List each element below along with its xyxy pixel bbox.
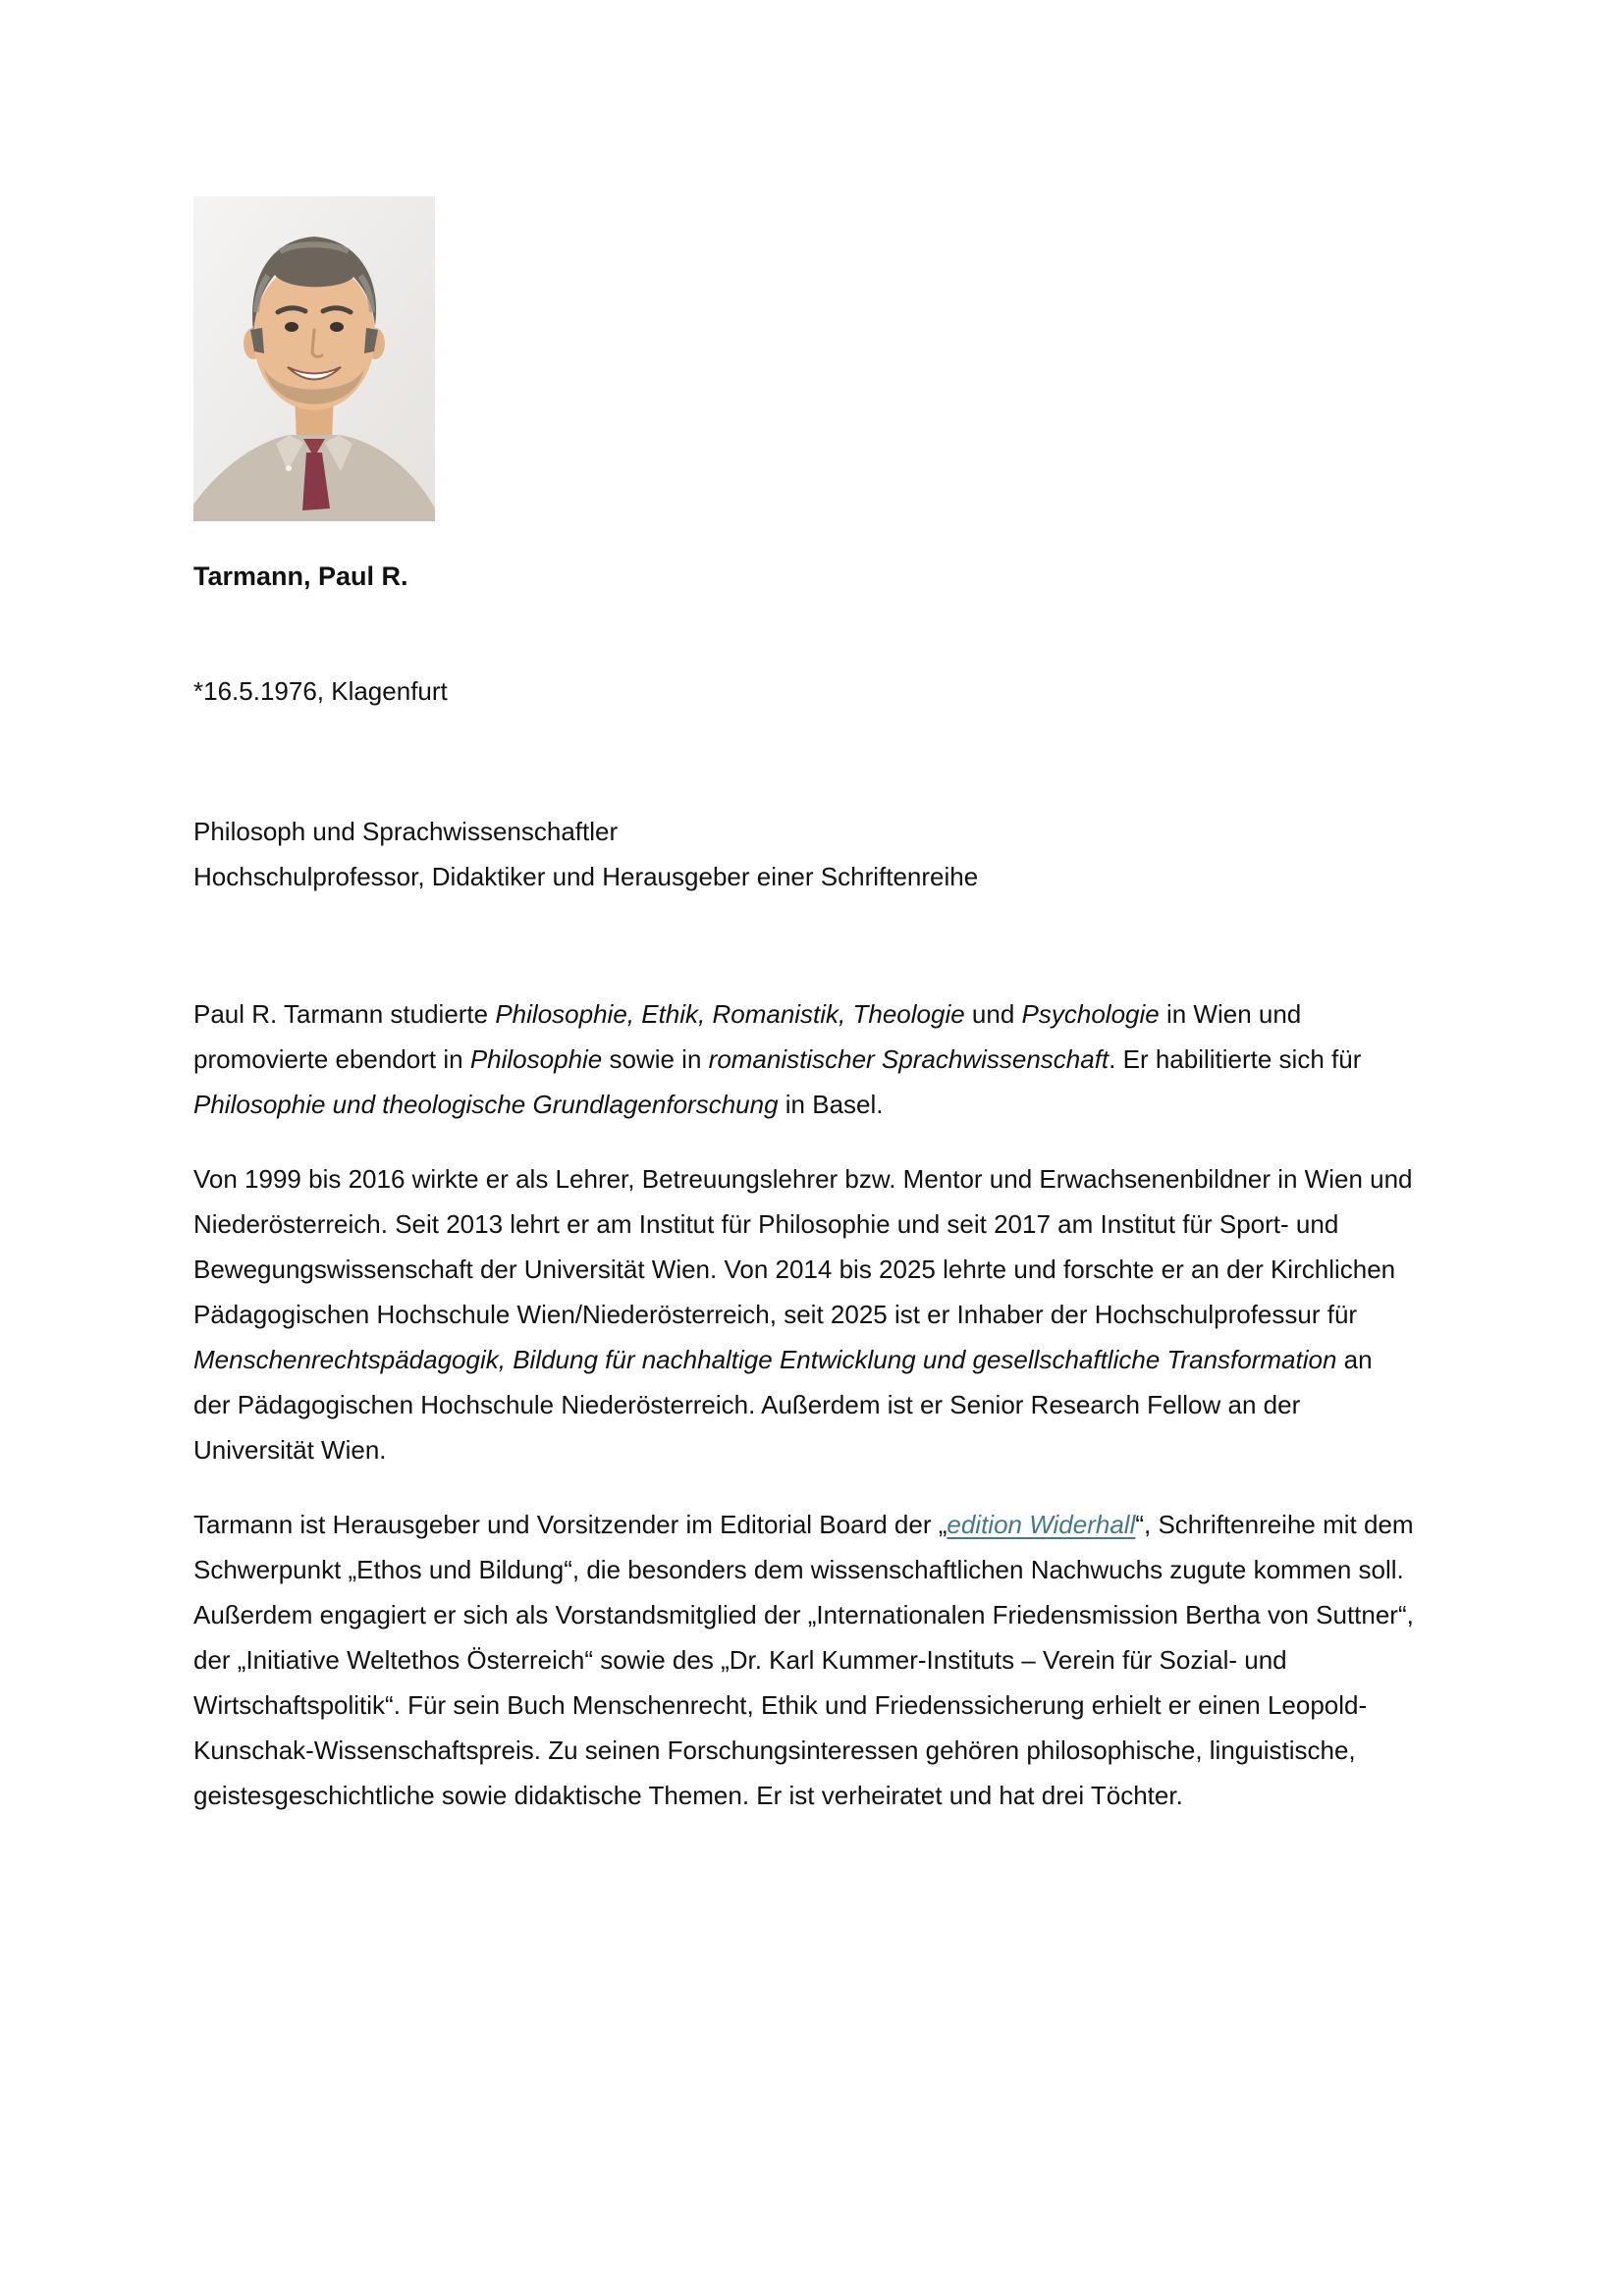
text-run: sowie in <box>602 1044 709 1074</box>
text-run: Menschenrechtspädagogik, Bildung für nachhaltige Entwicklung und gesellschaftliche Transformation <box>193 1345 1337 1374</box>
profession-line-2: Hochschulprofessor, Didaktiker und Herausgeber einer Schriftenreihe <box>193 862 979 891</box>
birth-info: *16.5.1976, Klagenfurt <box>193 676 448 706</box>
biography-section <box>193 991 1414 1818</box>
bio-paragraph-1 <box>193 991 1414 1127</box>
text-run: an der Pädagogischen Hochschule Niederösterreich. Außerdem ist er Senior Research Fellow an der Universität Wien. <box>193 1345 1373 1465</box>
text-run: Philosophie und theologische Grundlagenforschung <box>193 1090 779 1119</box>
text-run: Philosophie <box>469 1044 603 1074</box>
text-run: Paul R. Tarmann studierte <box>193 999 496 1029</box>
text-run: in Wien und promovierte ebendort in <box>193 999 1302 1074</box>
text-run: in Basel. <box>778 1090 884 1119</box>
text-run: “, Schriftenreihe mit dem Schwerpunkt „Ethos und Bildung“, die besonders dem wissenschaftlichen Nachwuchs zugute kommen soll. Außerdem engagiert er sich als Vorstandsmitglied der „Internationalen Friedensmission Bertha von Suttner“, der „Initiative Weltethos Österreich“ sowie des „Dr. Karl Kummer-Instituts – Verein für Sozial- und Wirtschaftspolitik“. Für sein Buch Menschenrecht, Ethik und Friedenssicherung erhielt er einen Leopold-Kunschak-Wissenschaftspreis. Zu seinen Forschungsinteressen gehören philosophische, linguistische, geistesgeschichtliche sowie didaktische Themen. Er ist verheiratet und hat drei Töchter. <box>193 1510 1414 1810</box>
text-run: Von 1999 bis 2016 wirkte er als Lehrer, Betreuungslehrer bzw. Mentor und Erwachsenenbildner in Wien und Niederösterreich. Seit 2013 lehrt er am Institut für Philosophie und seit 2017 am Institut für Sport- und Bewegungswissenschaft der Universität Wien. Von 2014 bis 2025 lehrte und forschte er an der Kirchlichen Pädagogischen Hochschule Wien/Niederösterreich, seit 2025 ist er Inhaber der Hochschulprofessur für <box>193 1164 1413 1329</box>
text-run: Philosophie, Ethik, Romanistik, Theologie <box>495 999 965 1029</box>
text-run: Psychologie <box>1021 999 1160 1029</box>
profession-description <box>193 809 1414 899</box>
bio-paragraph-3 <box>193 1502 1414 1818</box>
person-name: Tarmann, Paul R. <box>193 561 408 591</box>
profession-line-1: Philosoph und Sprachwissenschaftler <box>193 817 619 846</box>
text-run: und <box>964 999 1022 1029</box>
text-run: Tarmann ist Herausgeber und Vorsitzender im Editorial Board der „ <box>193 1510 947 1539</box>
edition-widerhall-link[interactable]: edition Widerhall <box>947 1510 1136 1539</box>
text-run: . Er habilitierte sich für <box>1109 1044 1362 1074</box>
portrait-photo <box>193 196 435 521</box>
text-run: romanistischer Sprachwissenschaft <box>708 1044 1110 1074</box>
portrait-photo-illustration <box>193 196 435 521</box>
bio-paragraph-2 <box>193 1156 1414 1472</box>
